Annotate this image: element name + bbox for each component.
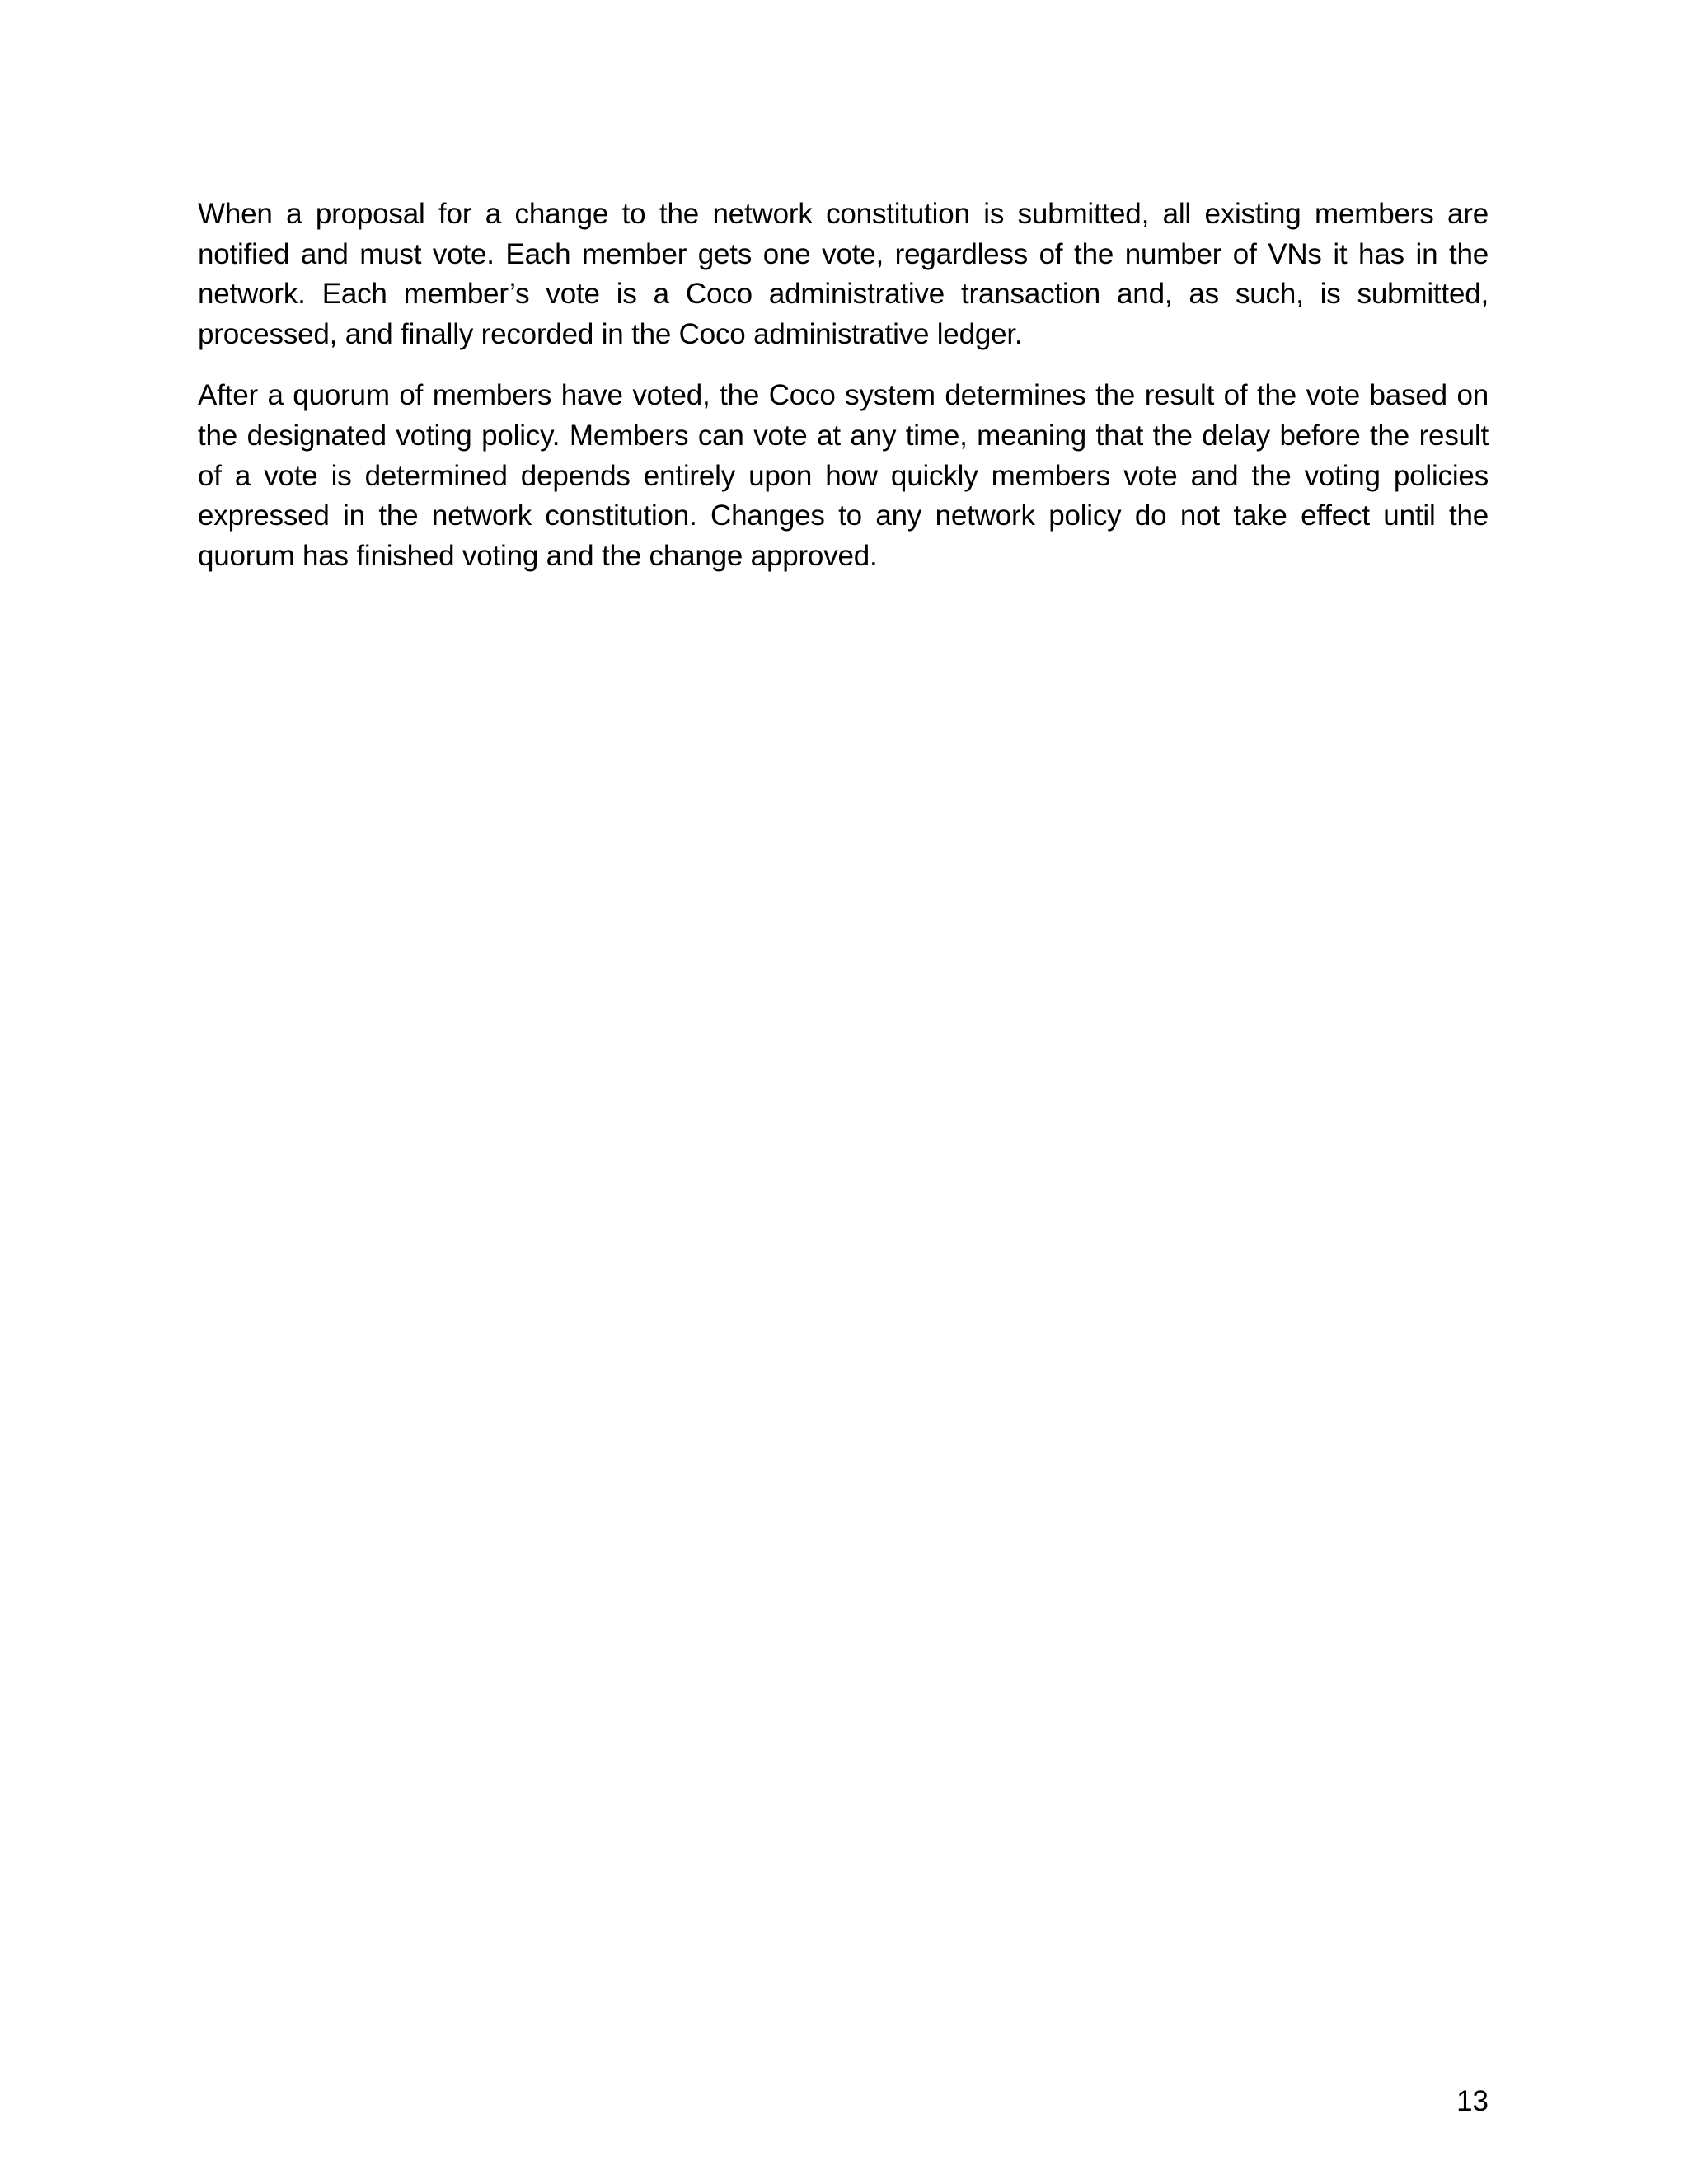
paragraph-quorum-result: After a quorum of members have voted, the Coco system determines the result of the vote based on the designated voting policy. Members can vote at any time, meaning that the delay before the result of a vote is determined depends entirely upon how quickly members vote and the voting policies expressed in the network constitution. Changes to any network policy do not take effect until the quorum has finished voting and the change approved. <box>198 379 1489 572</box>
body-text <box>198 194 1489 598</box>
page-number: 13 <box>1456 2085 1489 2117</box>
paragraph-voting-process: When a proposal for a change to the network constitution is submitted, all existing members are notified and must vote. Each member gets one vote, regardless of the number of VNs it has in the network. Each member’s vote is a Coco administrative transaction and, as such, is submitted, processed, and finally recorded in the Coco administrative ledger. <box>198 198 1489 350</box>
